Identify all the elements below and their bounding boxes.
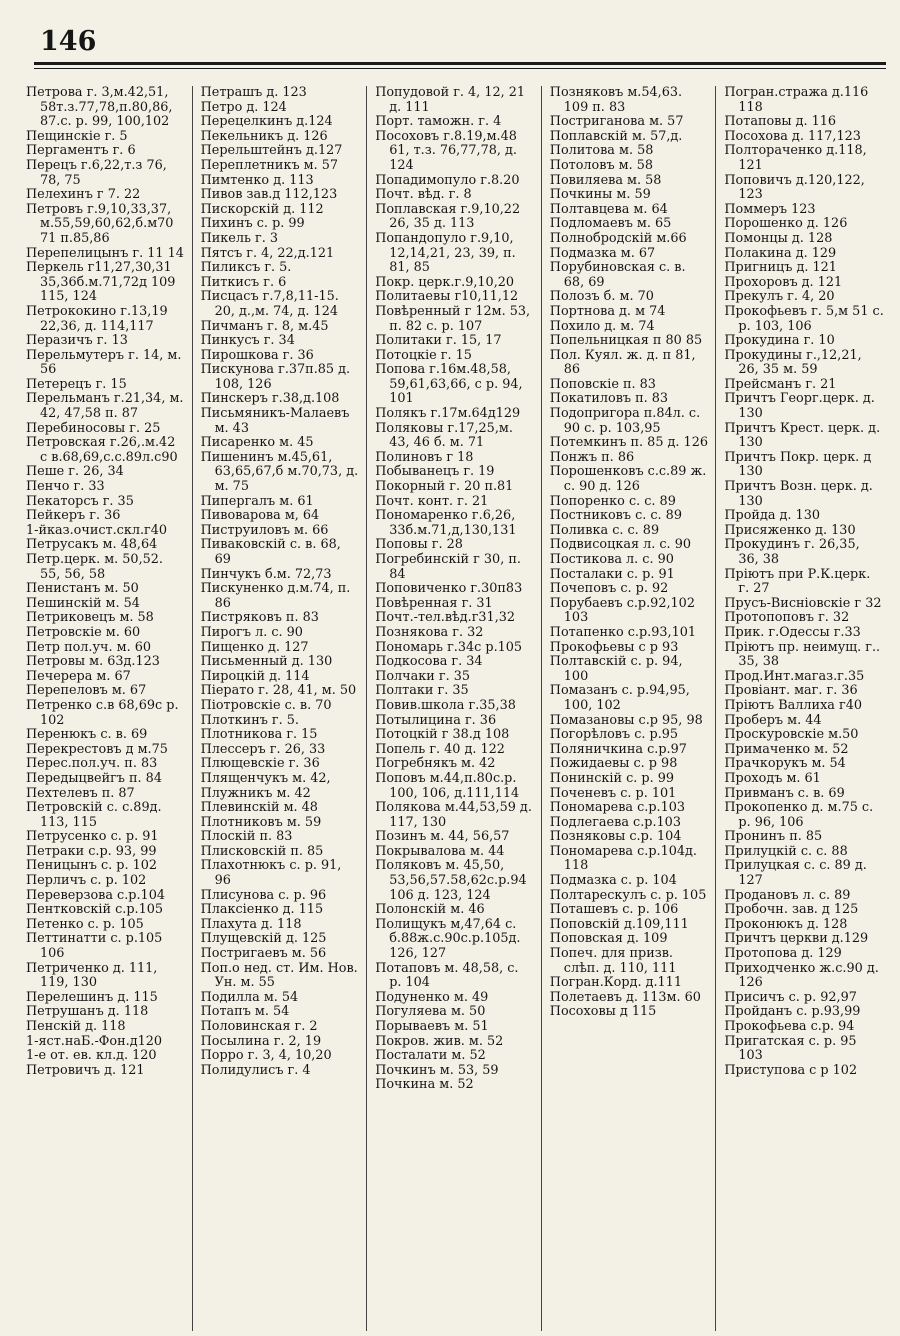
directory-entry: Повиляева м. 58	[549, 172, 662, 188]
directory-entry: Помазановы с.р 95, 98	[549, 712, 703, 728]
directory-entry: Проконюкъ д. 128	[724, 916, 848, 932]
directory-entry: Полтавцева м. 64	[549, 201, 668, 217]
directory-entry: Проберъ м. 44	[724, 712, 822, 728]
directory-entry: Пенскій д. 118	[26, 1019, 126, 1034]
directory-entry: Полищукъ м,47,64 с. б.88ж.с.90с.р.105д. 126, 127	[375, 916, 521, 962]
directory-entry: Пенчо г. 33	[26, 479, 105, 495]
directory-entry: Прокудина г. 10	[724, 333, 835, 349]
directory-entry: Пробочн. зав. д 125	[724, 902, 859, 918]
directory-entry: Поповскій д.109,111	[549, 916, 689, 932]
directory-entry: Понинскій с. р. 99	[549, 770, 675, 786]
column-1	[18, 86, 192, 1331]
directory-entry: Порубаевъ с.р.92,102 103	[549, 595, 695, 626]
directory-entry: Почт.-тел.вѣд.г31,32	[375, 610, 516, 626]
directory-entry: Пимтенко д. 113	[200, 172, 314, 188]
directory-entry: Поляковъ м. 45,50, 53,56,57.58,62с.р.94 106 д. 123, 124	[375, 858, 527, 903]
directory-entry: Попель г. 40 д. 122	[375, 741, 505, 757]
directory-entry: Повѣренный г 12м. 53, п. 82 с. р. 107	[375, 303, 531, 334]
directory-entry: Петр.церк. м. 50,52. 55, 56, 58	[26, 552, 163, 582]
directory-entry: Перельманъ г.21,34, м. 42, 47,58 п. 87	[26, 391, 184, 422]
directory-entry: Продановъ л. с. 89	[724, 887, 851, 903]
directory-entry: Причтъ церкви д.129	[724, 931, 869, 947]
directory-entry: Переплетникъ м. 57	[200, 157, 339, 173]
directory-entry: Письмяникъ-Малаевъ м. 43	[200, 406, 350, 436]
directory-entry: Пекаторсъ г. 35	[26, 493, 134, 509]
directory-entry: Потемкинъ п. 85 д. 126	[549, 435, 708, 451]
directory-entry: Прик. г.Одессы г.33	[724, 624, 861, 640]
directory-entry: Пискунова г.37п.85 д. 108, 126	[200, 362, 351, 392]
directory-entry: Петрусенко с. р. 91	[26, 829, 159, 845]
directory-entry: Подмазка с. р. 104	[549, 873, 677, 889]
directory-entry: Причтъ Возн. церк. д. 130	[724, 479, 873, 509]
directory-entry: Почкинъ м. 53, 59	[375, 1062, 499, 1078]
directory-entry: Причтъ Покр. церк. д 130	[724, 449, 872, 480]
directory-entry: Петрусакъ м. 48,64	[26, 537, 158, 553]
directory-entry: Плессеръ г. 26, 33	[200, 741, 326, 757]
directory-entry: Пейкеръ г. 36	[26, 508, 121, 524]
directory-entry: Поченевъ с. р. 101	[549, 785, 677, 801]
directory-entry: Плахотнюкъ с. р. 91, 96	[200, 858, 342, 889]
directory-entry: Пелехинъ г 7. 22	[26, 187, 141, 203]
directory-entry: Поплавскій м. 57,д.	[549, 128, 683, 144]
directory-entry: Поповиченко г.30п83	[375, 581, 523, 597]
directory-entry: Петровичъ д. 121	[26, 1062, 145, 1078]
directory-entry: Подмазка м. 67	[549, 245, 656, 261]
directory-entry: Посылина г. 2, 19	[200, 1033, 322, 1049]
directory-entry: Подилла м. 54	[200, 989, 299, 1005]
directory-entry: Пиликсъ г. 5.	[200, 260, 292, 276]
directory-entry: Прохоровъ д. 121	[724, 274, 843, 290]
directory-entry: Прокофьева с.р. 94	[724, 1019, 855, 1034]
directory-entry: Петровскій с. с.89д. 113, 115	[26, 800, 162, 830]
directory-entry: Постригаевъ м. 56	[200, 946, 327, 962]
directory-entry: Почт. конт. г. 21	[375, 493, 489, 509]
column-3	[366, 86, 541, 1331]
directory-entry: Писцасъ г.7,8,11-15. 20, д.,м. 74, д. 124	[200, 289, 339, 319]
directory-entry: Портнова д. м 74	[549, 303, 666, 319]
directory-entry: Пріютъ пр. неимущ. г.. 35, 38	[724, 639, 881, 670]
directory-entry: Поповичъ д.120,122, 123	[724, 172, 865, 203]
directory-entry: Провіант. маг. г. 36	[724, 683, 858, 699]
directory-entry: Поповская д. 109	[549, 931, 668, 947]
directory-entry: Письменный д. 130	[200, 654, 333, 670]
directory-entry: Покатиловъ п. 83	[549, 391, 669, 407]
directory-entry: Политаевы г10,11,12	[375, 289, 519, 305]
directory-entry: Поп.о нед. ст. Им. Нов. Ун. м. 55	[200, 960, 358, 991]
directory-entry: Посоховъ г.8.19,м.48 61, т.з. 76,77,78, д. 124	[375, 128, 517, 173]
directory-entry: Порубиновская с. в. 68, 69	[549, 260, 686, 290]
directory-entry: Петриковецъ м. 58	[26, 610, 154, 626]
directory-entry: Понжъ п. 86	[549, 449, 635, 465]
directory-entry: Пирошкова г. 36	[200, 347, 314, 363]
directory-entry: Перкель г11,27,30,31 35,36б.м.71,72д 109 115, 124	[26, 260, 176, 305]
directory-entry: Поташевъ с. р. 106	[549, 902, 679, 918]
directory-entry: Полонскій м. 46	[375, 902, 485, 918]
directory-entry: Петро д. 124	[200, 99, 287, 115]
directory-entry: Порошенко д. 126	[724, 216, 848, 232]
directory-entry: Присяженко д. 130	[724, 522, 856, 538]
directory-entry: Причтъ Георг.церк. д. 130	[724, 391, 875, 422]
directory-entry: Повѣренная г. 31	[375, 595, 493, 611]
directory-entry: Протопова д. 129	[724, 946, 842, 962]
directory-entry: Покрывалова м. 44	[375, 843, 505, 859]
directory-entry: Прекулъ г. 4, 20	[724, 289, 835, 305]
directory-entry: Перельмутеръ г. 14, м. 56	[26, 347, 182, 378]
directory-entry: Полнобродскій м.66	[549, 230, 687, 246]
directory-entry: Причтъ Крест. церк. д. 130	[724, 420, 881, 451]
directory-entry: Полякъ г.17м.64д129	[375, 406, 521, 422]
directory-entry: Петриченко д. 111, 119, 130	[26, 960, 158, 991]
directory-entry: Порро г. 3, 4, 10,20	[200, 1048, 332, 1064]
directory-entry: Пригницъ д. 121	[724, 260, 837, 276]
directory-entry: Пещинскіе г. 5	[26, 128, 128, 144]
directory-entry: Пироцкій д. 114	[200, 668, 310, 684]
directory-entry: Пригатская с. р. 95 103	[724, 1033, 857, 1064]
directory-entry: Полтарескулъ с. р. 105	[549, 887, 707, 903]
directory-entry: Подопригора п.84л. с. 90 с. р. 103,95	[549, 406, 701, 436]
directory-entry: Плахута д. 118	[200, 916, 302, 932]
directory-entry: Попадимопуло г.8.20	[375, 172, 520, 188]
directory-entry: Погуляева м. 50	[375, 1004, 486, 1020]
directory-entry: Перепеловъ м. 67	[26, 683, 147, 699]
directory-entry: Прокофьевъ г. 5,м 51 с. р. 103, 106	[724, 303, 884, 334]
directory-entry: Политаки г. 15, 17	[375, 333, 502, 349]
directory-entry: Побыванецъ г. 19	[375, 464, 495, 480]
directory-entry: Проходъ м. 61	[724, 770, 821, 786]
directory-entry: Петровская г.26,.м.42 с в.68,69,с.с.89л.с90	[26, 435, 178, 465]
directory-entry: Помазанъ с. р.94,95, 100, 102	[549, 683, 690, 713]
directory-entry: Перебиносовы г. 25	[26, 420, 161, 436]
directory-entry: Потоловъ м. 58	[549, 157, 654, 173]
directory-entry: Переверзова с.р.104	[26, 887, 165, 903]
directory-entry: Пономарева с.р.103	[549, 800, 686, 816]
directory-entry: Попеч. для призв. слѣп. д. 110, 111	[549, 946, 677, 976]
directory-entry: Петрашъ д. 123	[200, 86, 307, 100]
directory-entry: Потылицина г. 36	[375, 712, 497, 728]
directory-entry: Пентковскій с.р.105	[26, 902, 164, 918]
directory-entry: Пекельникъ д. 126	[200, 128, 328, 144]
directory-entry: Полякова м.44,53,59 д. 117, 130	[375, 800, 532, 830]
directory-entry: Пинкусъ г. 34	[200, 333, 295, 349]
directory-entry: Перес.пол.уч. п. 83	[26, 756, 158, 772]
directory-entry: Посохова д. 117,123	[724, 128, 861, 144]
header-rule-thick	[34, 62, 886, 65]
directory-entry: Позняковъ м.54,63. 109 п. 83	[549, 86, 683, 115]
directory-entry: Прилуцкая с. с. 89 д. 127	[724, 858, 867, 889]
directory-entry: Потапенко с.р.93,101	[549, 624, 697, 640]
directory-entry: Поповы г. 28	[375, 537, 463, 553]
directory-entry: Перазичъ г. 13	[26, 333, 128, 349]
directory-entry: Перельштейнъ д.127	[200, 143, 343, 159]
directory-entry: Познякова г. 32	[375, 624, 484, 640]
directory-entry: Питкисъ г. 6	[200, 274, 287, 290]
directory-entry: Постниковъ с. с. 89	[549, 508, 682, 524]
directory-entry: Пеницынъ с. р. 102	[26, 858, 157, 874]
directory-entry: Порываевъ м. 51	[375, 1019, 489, 1034]
column-2	[192, 86, 367, 1331]
directory-entry: Почкина м. 52	[375, 1077, 474, 1093]
directory-entry: Пономарь г.34с р.105	[375, 639, 523, 655]
directory-entry: Пономаренко г.6,26, 33б.м.71,д,130,131	[375, 508, 517, 538]
directory-entry: Подломаевъ м. 65	[549, 216, 672, 232]
directory-entry: Полчаки г. 35	[375, 668, 470, 684]
directory-entry: Пройданъ с. р.93,99	[724, 1004, 861, 1020]
directory-entry: Подвисоцкая л. с. 90	[549, 537, 691, 553]
column-5	[715, 86, 890, 1331]
directory-entry: Петерецъ г. 15	[26, 376, 127, 392]
directory-entry: Прилуцкій с. с. 88	[724, 843, 848, 859]
directory-entry: Прод.Инт.магаз.г.35	[724, 668, 865, 684]
directory-entry: Перелешинъ д. 115	[26, 989, 158, 1005]
directory-entry: Полетаевъ д. 113м. 60	[549, 989, 701, 1005]
directory-entry: Петровскіе м. 60	[26, 624, 141, 640]
directory-entry: Попандопуло г.9,10, 12,14,21, 23, 39, п. 81, 85	[375, 230, 516, 276]
directory-entry: Потаповъ м. 48,58, с. р. 104	[375, 960, 519, 991]
directory-entry: Плоткинъ г. 5.	[200, 712, 299, 728]
directory-entry: Прачкорукъ м. 54	[724, 756, 846, 772]
directory-entry: Пеше г. 26, 34	[26, 464, 124, 480]
directory-entry: Помонцы д. 128	[724, 230, 833, 246]
directory-entry: Петренко с.в 68,69с р. 102	[26, 697, 179, 728]
directory-entry: Пинчукъ б.м. 72,73	[200, 566, 332, 582]
directory-entry: Полозъ б. м. 70	[549, 289, 654, 305]
directory-entry: Перенюкъ с. в. 69	[26, 727, 148, 743]
directory-entry: Посталаки с. р. 91	[549, 566, 675, 582]
directory-entry: Поляничкина с.р.97	[549, 741, 687, 757]
directory-entry: Петр пол.уч. м. 60	[26, 639, 152, 655]
directory-entry: Потаповы д. 116	[724, 114, 837, 130]
directory-entry: Прейсманъ г. 21	[724, 376, 837, 392]
directory-entry: Перличъ с. р. 102	[26, 873, 147, 889]
directory-entry: Полидулисъ г. 4	[200, 1062, 311, 1078]
directory-entry: Плященчукъ м. 42,	[200, 770, 331, 786]
directory-entry: Полиновъ г 18	[375, 449, 474, 465]
directory-entry: Перецелкинъ д.124	[200, 114, 333, 130]
directory-entry: Попельницкая п 80 85	[549, 333, 703, 349]
directory-entry: Посоховы д 115	[549, 1004, 657, 1020]
directory-entry: Перепелицынъ г. 11 14	[26, 245, 184, 261]
directory-entry: Примаченко м. 52	[724, 741, 849, 757]
directory-entry: Пергаментъ г. 6	[26, 143, 136, 159]
directory-entry: Потапъ м. 54	[200, 1004, 290, 1020]
directory-entry: Петраки с.р. 93, 99	[26, 843, 157, 859]
directory-entry: Перекрестовъ д м.75	[26, 741, 168, 757]
directory-entry: Поповскіе п. 83	[549, 376, 656, 392]
directory-entry: Петровы м. 63д.123	[26, 654, 160, 670]
column-4	[541, 86, 716, 1331]
directory-entry: Пистряковъ п. 83	[200, 610, 319, 626]
directory-entry: Прусъ-Висніовскіе г 32	[724, 595, 882, 611]
directory-entry: Покорный г. 20 п.81	[375, 479, 514, 495]
directory-entry: Полакина д. 129	[724, 245, 837, 261]
directory-entry: Погран.стража д.116 118	[724, 86, 869, 115]
directory-entry: Пихинъ с. р. 99	[200, 216, 305, 232]
directory-entry: Погран.Корд. д.111	[549, 975, 682, 991]
directory-entry: Пятсъ г. 4, 22,д.121	[200, 245, 335, 261]
directory-entry: Плотникова г. 15	[200, 727, 318, 743]
directory-entry: Пехтелевъ п. 87	[26, 785, 135, 801]
directory-entry: Піотровскіе с. в. 70	[200, 697, 332, 713]
directory-entry: Петрушанъ д. 118	[26, 1004, 149, 1020]
directory-entry: Политова м. 58	[549, 143, 654, 159]
directory-entry: Порт. таможн. г. 4	[375, 114, 502, 130]
directory-entry: Постриганова м. 57	[549, 114, 684, 130]
directory-entry: Писаренко м. 45	[200, 435, 314, 451]
directory-entry: Прокудины г.,12,21, 26, 35 м. 59	[724, 347, 862, 378]
directory-entry: Петрококино г.13,19 22,36, д. 114,117	[26, 303, 168, 334]
directory-entry: Пивов зав.д 112,123	[200, 187, 338, 203]
directory-entry: Позинъ м. 44, 56,57	[375, 829, 510, 845]
directory-entry: Постикова л. с. 90	[549, 552, 674, 567]
page-number: 146	[40, 26, 97, 57]
directory-entry: Погребинскій г 30, п. 84	[375, 552, 521, 582]
directory-entry: Пищенко д. 127	[200, 639, 309, 655]
directory-entry: Проскуровскіе м.50	[724, 727, 859, 743]
directory-entry: Плевинскій м. 48	[200, 800, 318, 816]
directory-entry: Плотниковъ м. 59	[200, 814, 322, 830]
directory-entry: Протопоповъ г. 32	[724, 610, 850, 626]
directory-entry: Пишенинъ м.45,61, 63,65,67,б м.70,73, д. м. 75	[200, 449, 359, 495]
directory-entry: Поляковы г.17,25,м. 43, 46 б. м. 71	[375, 420, 513, 451]
directory-entry: Пичманъ г. 8, м.45	[200, 318, 329, 334]
directory-entry: Полтораченко д.118, 121	[724, 143, 867, 173]
directory-entry: Попудовой г. 4, 12, 21 д. 111	[375, 86, 526, 115]
directory-entry: Поливка с. с. 89	[549, 522, 660, 538]
directory-entry: Пріютъ при Р.К.церк. г. 27	[724, 566, 871, 597]
directory-entry: 1-яст.наБ.-Фон.д120	[26, 1033, 163, 1049]
directory-entry: Прокудинъ г. 26,35, 36, 38	[724, 537, 860, 567]
directory-entry: Пройда д. 130	[724, 508, 820, 524]
directory-entry: Погребнякъ м. 42	[375, 756, 496, 772]
directory-entry: Передыцвейгъ п. 84	[26, 770, 162, 786]
directory-entry: Подкосова г. 34	[375, 654, 483, 670]
directory-entry: Порошенковъ с.с.89 ж. с. 90 д. 126	[549, 464, 707, 495]
directory-entry: Погорѣловъ с. р.95	[549, 727, 679, 743]
directory-entry: Поплавская г.9,10,22 26, 35 д. 113	[375, 201, 521, 232]
directory-entry: Пипергалъ м. 61	[200, 493, 314, 509]
directory-entry: Покров. жив. м. 52	[375, 1033, 504, 1049]
directory-entry: Пронинъ п. 85	[724, 829, 823, 845]
directory-entry: Присичъ с. р. 92,97	[724, 989, 857, 1005]
directory-entry: Петрова г. 3,м.42,51, 58т.з.77,78,п.80,86, 87.с. р. 99, 100,102	[26, 86, 173, 130]
directory-entry: Позняковы с.р. 104	[549, 829, 682, 845]
directory-entry: Петенко с. р. 105	[26, 916, 144, 932]
directory-entry: 1-йказ.очист.скл.г40	[26, 522, 168, 538]
directory-entry: Пирогъ л. с. 90	[200, 624, 303, 640]
directory-entry: Похило д. м. 74	[549, 318, 655, 334]
directory-entry: Привманъ с. в. 69	[724, 785, 845, 801]
directory-entry: Пивоварова м, 64	[200, 508, 320, 524]
directory-entry: Попоренко с. с. 89	[549, 493, 676, 509]
directory-entry: Повив.школа г.35,38	[375, 697, 516, 713]
directory-entry: Почт. вѣд. г. 8	[375, 187, 472, 203]
directory-entry: 1-е от. ев. кл.д. 120	[26, 1048, 157, 1064]
directory-entry: Плющевскіе г. 36	[200, 756, 320, 772]
directory-entry: Плужникъ м. 42	[200, 785, 311, 801]
directory-entry: Пожидаевы с. р 98	[549, 756, 678, 772]
directory-entry: Почеповъ с. р. 92	[549, 581, 669, 597]
directory-entry: Посталати м. 52	[375, 1048, 486, 1064]
directory-columns	[18, 86, 890, 1331]
directory-entry: Пешинскій м. 54	[26, 595, 140, 611]
directory-entry: Печерера м. 67	[26, 668, 131, 684]
directory-entry: Почкины м. 59	[549, 187, 651, 203]
directory-entry: Приходченко ж.с.90 д. 126	[724, 960, 879, 991]
directory-entry: Плисунова с. р. 96	[200, 887, 327, 903]
directory-entry: Пикель г. 3	[200, 230, 278, 246]
directory-entry: Потоцкій г 38.д 108	[375, 727, 510, 743]
directory-entry: Приступова с р 102	[724, 1062, 858, 1078]
directory-entry: Плаксіенко д. 115	[200, 902, 324, 918]
directory-entry: Подуненко м. 49	[375, 989, 489, 1005]
directory-entry: Пискуненко д.м.74, п. 86	[200, 581, 351, 611]
directory-entry: Пономарева с.р.104д. 118	[549, 843, 697, 874]
directory-entry: Пиструиловъ м. 66	[200, 522, 329, 538]
directory-entry: Покр. церк.г.9,10,20	[375, 274, 515, 290]
directory-entry: Плоскій п. 83	[200, 829, 293, 845]
directory-entry: Плущевскій д. 125	[200, 931, 327, 947]
directory-entry: Поповъ м.44,п.80с.р. 100, 106, д.111,114	[375, 770, 520, 801]
directory-entry: Перецъ г.6,22,т.з 76, 78, 75	[26, 157, 167, 188]
directory-entry: Прокопенко д. м.75 с. р. 96, 106	[724, 800, 874, 830]
directory-entry: Подлегаева с.р.103	[549, 814, 681, 830]
directory-entry: Поммеръ 123	[724, 201, 816, 217]
directory-entry: Пенистанъ м. 50	[26, 581, 139, 597]
directory-entry: Пріютъ Валлиха г40	[724, 697, 862, 713]
directory-entry: Попова г.16м.48,58, 59,61,63,66, с р. 94, 101	[375, 362, 523, 407]
directory-entry: Пол. Куял. ж. д. п 81, 86	[549, 347, 696, 378]
directory-entry: Половинская г. 2	[200, 1019, 318, 1034]
directory-entry: Пинскеръ г.38,д.108	[200, 391, 340, 407]
directory-entry: Петровъ г.9,10,33,37, м.55,59,60,62,б.м70 71 п.85,86	[26, 201, 174, 246]
header-rule-thin	[34, 68, 886, 69]
directory-entry: Пиваковскій с. в. 68, 69	[200, 537, 341, 567]
directory-entry: Полтаки г. 35	[375, 683, 469, 699]
directory-entry: Піерато г. 28, 41, м. 50	[200, 683, 357, 699]
directory-entry: Плисковскій п. 85	[200, 843, 324, 859]
directory-entry: Полтавскій с. р. 94, 100	[549, 654, 683, 684]
directory-entry: Прокофьевы с р 93	[549, 639, 679, 655]
directory-entry: Потоцкіе г. 15	[375, 347, 472, 363]
directory-entry: Петтинатти с. р.105 106	[26, 931, 163, 962]
directory-entry: Пискорскій д. 112	[200, 201, 324, 217]
